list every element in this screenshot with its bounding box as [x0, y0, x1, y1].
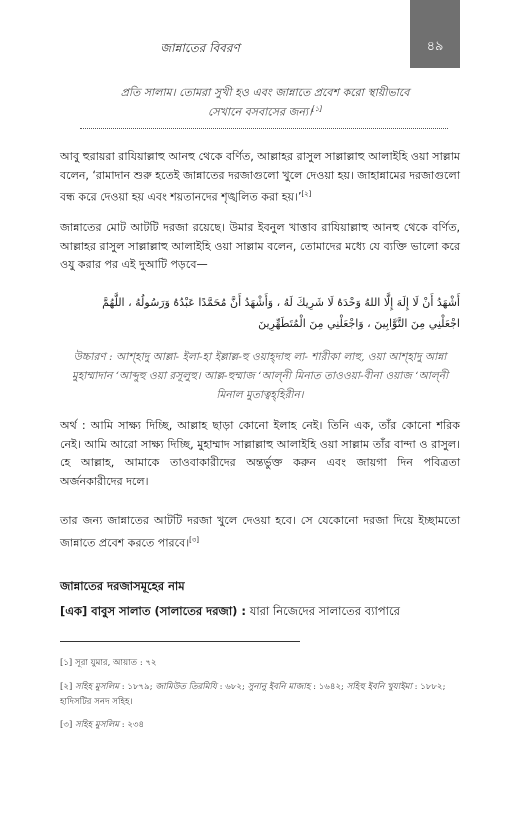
footnote-text: : ১৮৭৯; [119, 682, 156, 692]
footnote-text: সূরা যুমার, আয়াত : ৭২ [72, 658, 157, 668]
footnote-mark: [৩] [60, 720, 73, 730]
quote-block [70, 84, 460, 121]
footnote-text: জামিউত তিরমিযি [155, 682, 217, 692]
footnote-text: : ২৩৪ [119, 720, 145, 730]
footnote-ref-3[interactable]: [৩] [189, 535, 199, 544]
footnote-text: : ১৮৮২; হাদিসটির সনদ সহিহ। [60, 682, 446, 707]
footnote-mark: [১] [60, 658, 73, 668]
quote-line-2: সেখানে বসবাসের জন্য।[১] [207, 105, 323, 119]
page-number-tab [410, 0, 460, 68]
page-number: ৪৯ [426, 39, 444, 54]
footnote-1 [60, 656, 460, 671]
footnote-text: সহিহ মুসলিম [72, 720, 120, 730]
meaning-text: আমি সাক্ষ্য দিচ্ছি, আল্লাহ ছাড়া কোনো ইলাহ নেই। তিনি এক, তাঁর কোনো শরিক নেই। আমি আরো সাক্ষ্য দিচ্ছি, মুহাম্মাদ সাল্লাল্লাহু আলাইহি ওয়া সাল্লাম তাঁর বান্দা ও রাসুল। হে আল্লাহ, আমাকে তাওবাকারীদের অন্তর্ভুক্ত করুন এবং জায়গা দিন পবিত্রতা অর্জনকারীদের দলে। [60, 419, 460, 488]
footnote-text: সুনানু ইবনি মাজাহ [247, 682, 311, 692]
meaning-label: অর্থ : [60, 419, 86, 432]
quote-line-1: প্রতি সালাম। তোমরা সুখী হও এবং জান্নাতে প্রবেশ করো স্থায়ীভাবে [120, 86, 410, 99]
footnote-text: সহিহু ইবনি খুযাইমা [346, 682, 412, 692]
door-item-1 [60, 603, 460, 622]
arabic-dua [60, 292, 460, 334]
footnote-separator [60, 641, 300, 642]
footnote-ref-2[interactable]: [২] [301, 190, 312, 198]
pronunciation: উচ্চারণ : আশ্‌হাদু আল্লা- ইলা-হা ইল্লাল্ল-হু ওয়াহ্‌দাহু লা- শারীকা লাহু, ওয়া আশ্‌হাদু আন্না মুহাম্মাদান ‘আব্দুহু ওয়া রসূলুহু। আল্ল-হুম্মাজ ‘আল্‌নী মিনাত তাওওয়া-বীনা ওয়াজ ‘আল্‌নী মিনাল মুতাত্বহ্‌হিরীন। [71, 351, 449, 401]
door-item-text: যারা নিজেদের সালাতের ব্যাপারে [246, 604, 400, 618]
paragraph-eight-doors: জান্নাতের মোট আটটি দরজা রয়েছে। উমার ইবনুল খাত্তাব রাযিয়াল্লাহু আনহু থেকে বর্ণিত, আল্লাহর রাসুল সাল্লাল্লাহু আলাইহি ওয়া সাল্লাম বলেন, তোমাদের মধ্যে যে ব্যক্তি ভালো করে ওযু করার পর এই দুআটি পড়বে— [60, 221, 460, 271]
door-item-label: [এক] বাবুস সালাত (সালাতের দরজা) : [60, 604, 247, 618]
footnote-mark: [২] [60, 682, 73, 692]
footnote-2 [60, 680, 460, 710]
meaning-paragraph [60, 417, 460, 491]
footnote-3 [60, 718, 460, 733]
footnote-text: : ৬৮২; [216, 682, 248, 692]
dotted-divider [80, 128, 448, 129]
arabic-line-2: اجْعَلْنِي مِنَ التَّوَّابِينَ ، وَاجْعَلْنِي مِنَ الْمُتَطَهِّرِينَ [258, 317, 460, 330]
section-heading: জান্নাতের দরজাসমূহের নাম [60, 579, 185, 593]
footnote-text: সহিহ মুসলিম [72, 682, 120, 692]
footnote-text: : ১৬৪২; [310, 682, 347, 692]
footnote-ref-1[interactable]: [১] [312, 105, 323, 113]
paragraph-doors-opened: তার জন্য জান্নাতের আটটি দরজা খুলে দেওয়া হবে। সে যেকোনো দরজা দিয়ে ইচ্ছামতো জান্নাতে প্রবেশ করতে পারবে।[৩] [60, 514, 460, 550]
running-header: জান্নাতের বিবরণ [160, 41, 240, 55]
paragraph-hadith-ramadan: আবু হুরায়রা রাযিয়াল্লাহু আনহু থেকে বর্ণিত, আল্লাহর রাসুল সাল্লাল্লাহু আলাইহি ওয়া সাল্লাম বলেন, ‘রামাদান শুরু হতেই জান্নাতের দরজাগুলো খুলে দেওয়া হয়। জাহান্নামের দরজাগুলো বন্ধ করে দেওয়া হয় এবং শয়তানদের শৃঙ্খলিত করা হয়।’[২] [60, 150, 460, 204]
arabic-line-1: أَشْهَدُ أَنْ لَا إِلَهَ إِلَّا اللهُ وَحْدَهُ لَا شَرِيكَ لَهُ ، وَأَشْهَدُ أَنَّ مُحَمَّدًا عَبْدُهُ وَرَسُولُهُ ، اللَّهُمَّ [102, 296, 460, 309]
